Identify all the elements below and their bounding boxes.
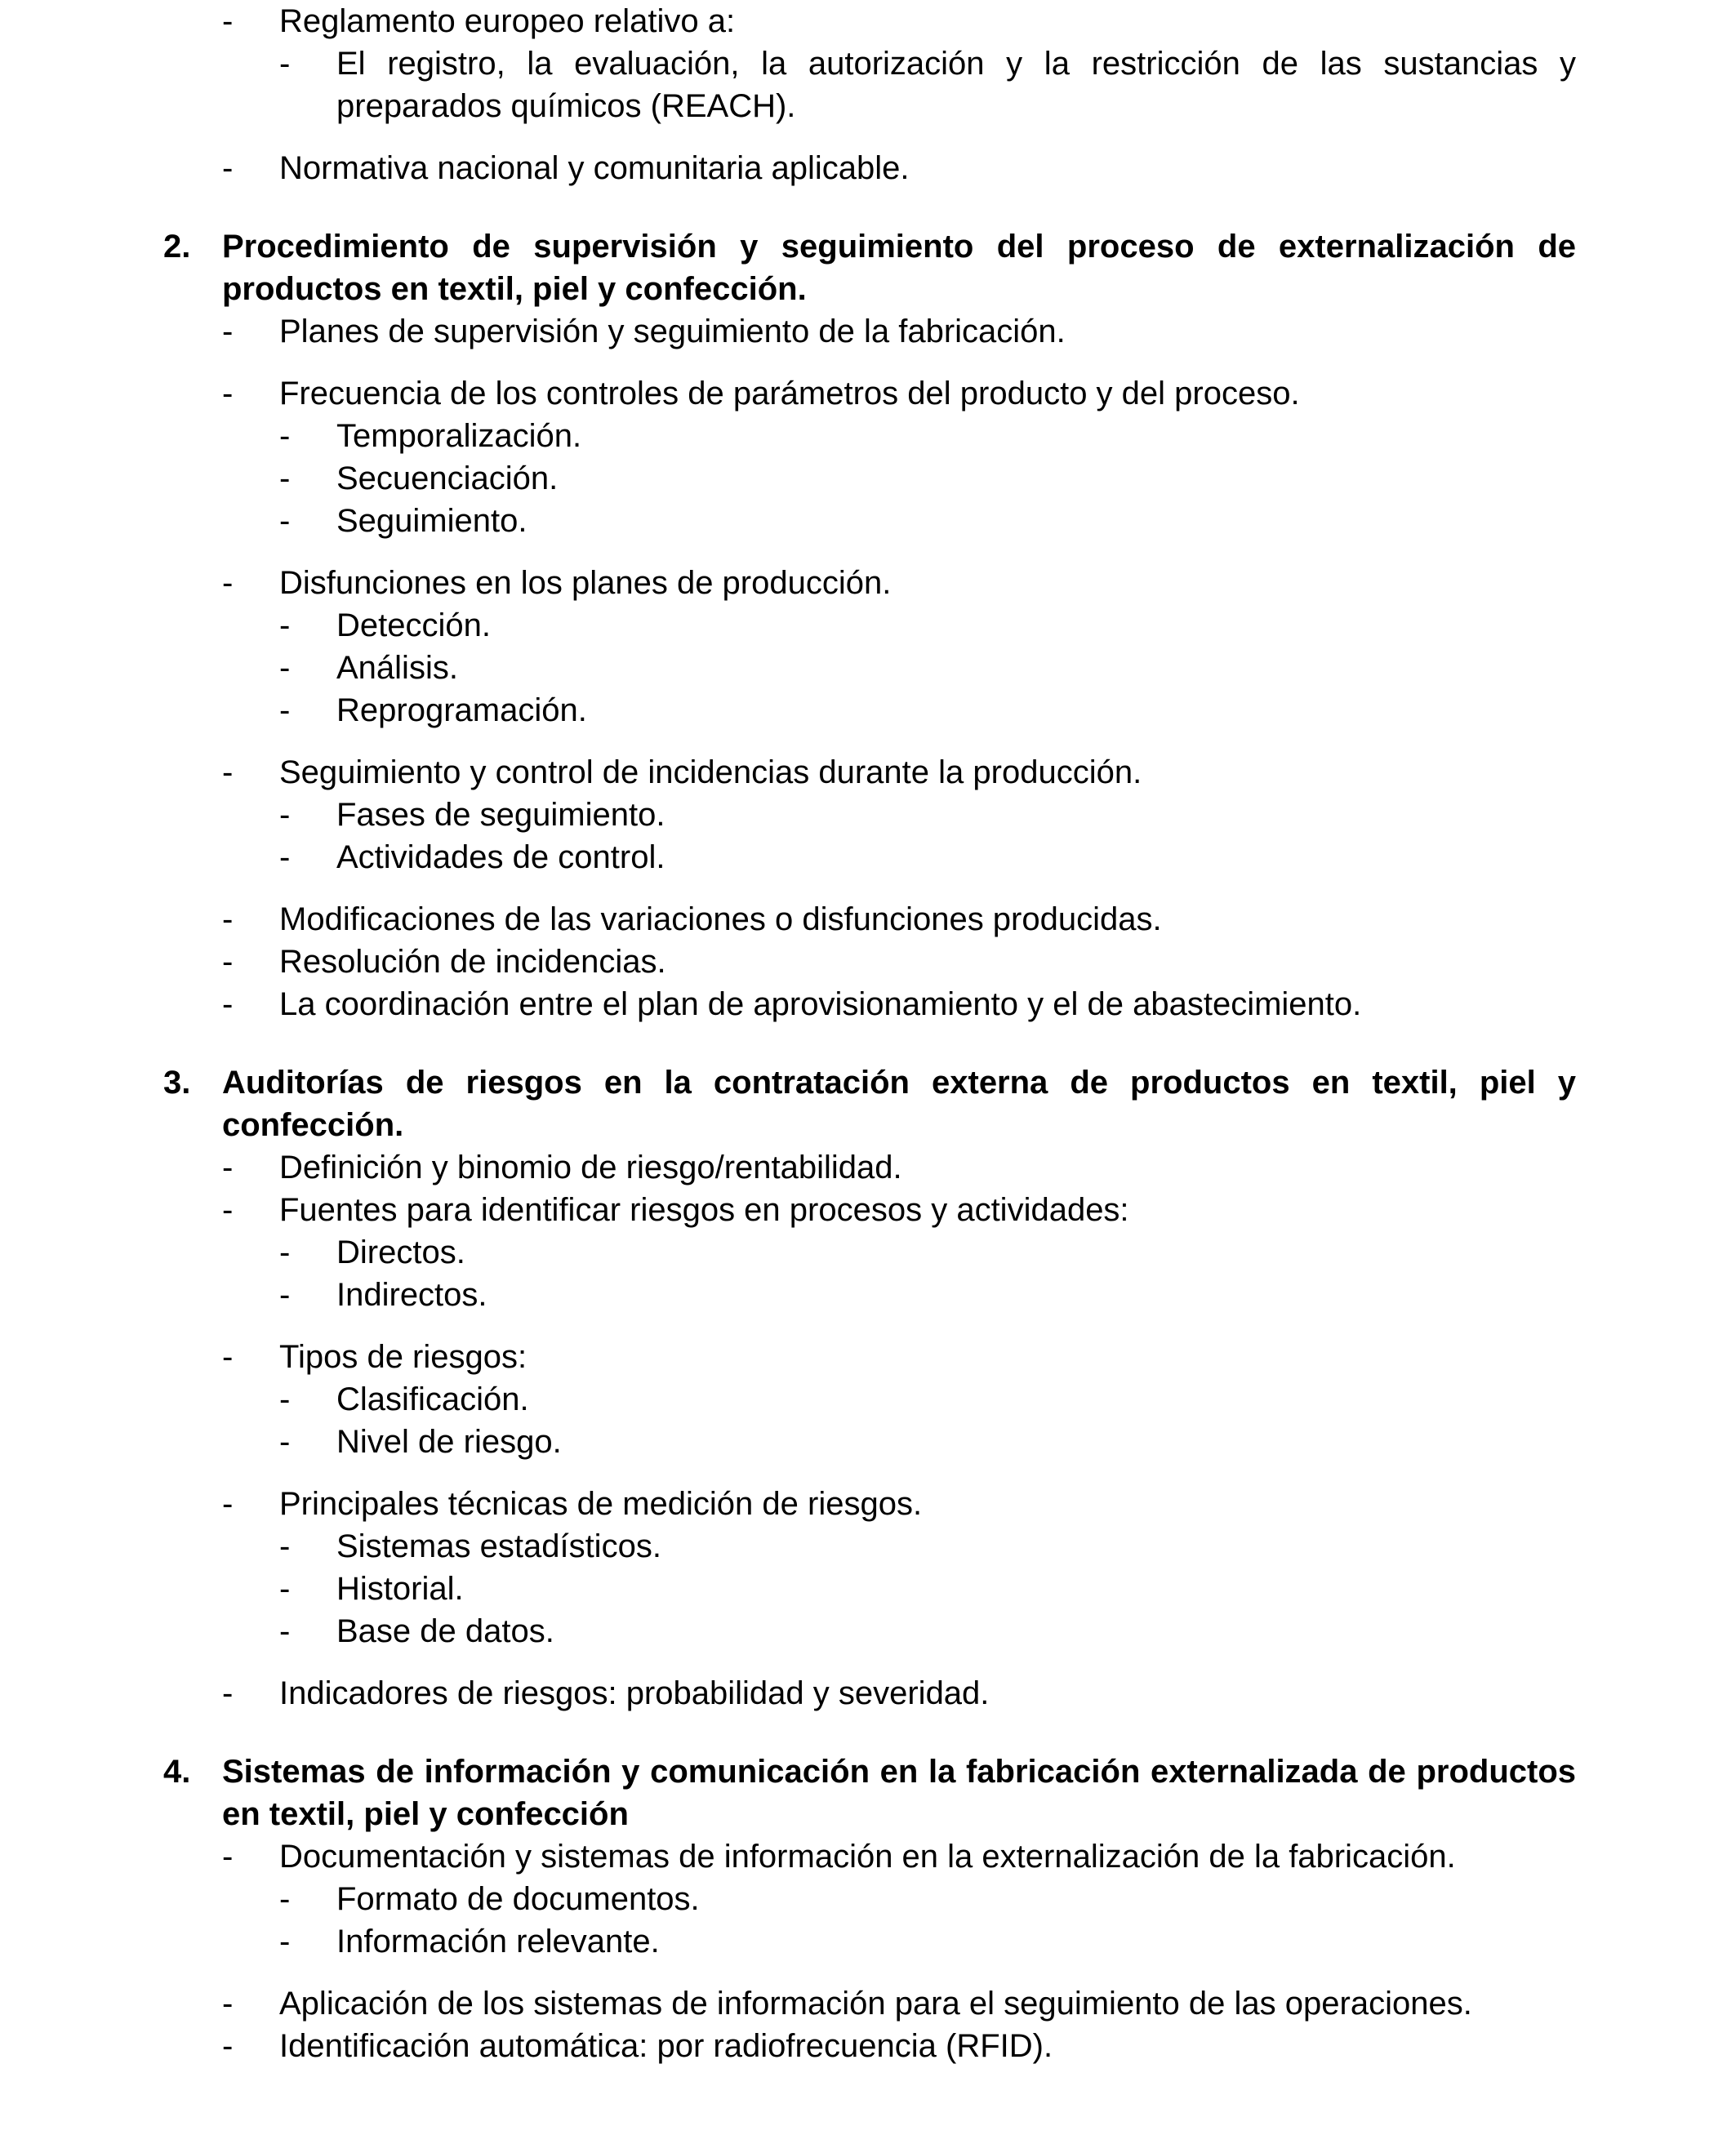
- list-item: [222, 751, 1576, 879]
- sub-list-dash: -: [279, 46, 291, 82]
- sub-list-item: [279, 42, 1576, 127]
- sub-list-dash: -: [279, 1571, 291, 1607]
- section-number: 2.: [163, 229, 191, 265]
- list-item-text: Definición y binomio de riesgo/rentabilidad.: [279, 1150, 902, 1185]
- sub-list-dash: -: [279, 1881, 291, 1917]
- list-dash: -: [222, 1192, 234, 1228]
- section-1: [163, 0, 1576, 189]
- list-dash: -: [222, 754, 234, 790]
- sub-list-item-text: Información relevante.: [336, 1924, 660, 1959]
- section-title: Procedimiento de supervisión y seguimiento del proceso de externalización de productos en textil, piel y confección.: [222, 229, 1576, 307]
- sub-list-dash: -: [279, 1424, 291, 1460]
- list-item-text: Disfunciones en los planes de producción.: [279, 565, 892, 601]
- list-dash: -: [222, 376, 234, 411]
- sub-list-item-text: Directos.: [336, 1234, 465, 1270]
- sub-list-item-text: Seguimiento.: [336, 503, 527, 539]
- list-item: [222, 147, 1576, 189]
- sub-list-item-text: Indirectos.: [336, 1277, 487, 1313]
- sub-list-dash: -: [279, 1234, 291, 1270]
- sub-list-item: [279, 1274, 1576, 1316]
- list-dash: -: [222, 944, 234, 980]
- sub-list-item: [279, 604, 1576, 647]
- section-3: [163, 1061, 1576, 1715]
- list-item: [222, 941, 1576, 983]
- list-item: [222, 2025, 1576, 2067]
- list-item: [222, 0, 1576, 127]
- sub-list-item: [279, 1920, 1576, 1963]
- list-dash: -: [222, 986, 234, 1022]
- list-dash: -: [222, 2028, 234, 2064]
- sub-list-item-text: Formato de documentos.: [336, 1881, 700, 1917]
- sub-list-item-text: Detección.: [336, 607, 491, 643]
- sub-list-dash: -: [279, 1528, 291, 1564]
- sub-list-item: [279, 1525, 1576, 1568]
- list-item: [222, 1189, 1576, 1316]
- list-dash: -: [222, 1986, 234, 2022]
- sub-list-dash: -: [279, 418, 291, 454]
- sub-list-item: [279, 794, 1576, 836]
- sub-list-item-text: Base de datos.: [336, 1613, 554, 1649]
- list-item-text: Documentación y sistemas de información en la externalización de la fabricación.: [279, 1839, 1456, 1875]
- sub-list-dash: -: [279, 1924, 291, 1959]
- list-dash: -: [222, 565, 234, 601]
- sub-list-item: [279, 1421, 1576, 1463]
- list-dash: -: [222, 3, 234, 39]
- list-item: [222, 1835, 1576, 1963]
- sub-list-dash: -: [279, 1277, 291, 1313]
- list-item-text: Tipos de riesgos:: [279, 1339, 527, 1375]
- sub-list-item: [279, 1231, 1576, 1274]
- sub-list-dash: -: [279, 1381, 291, 1417]
- sub-list-item-text: Temporalización.: [336, 418, 582, 454]
- list-dash: -: [222, 1150, 234, 1185]
- list-item-text: Identificación automática: por radiofrecuencia (RFID).: [279, 2028, 1053, 2064]
- sub-list-item-text: Análisis.: [336, 650, 458, 686]
- section-number: 4.: [163, 1754, 191, 1790]
- list-item: [222, 1483, 1576, 1653]
- sub-list-dash: -: [279, 692, 291, 728]
- sub-list-dash: -: [279, 839, 291, 875]
- list-dash: -: [222, 1486, 234, 1522]
- list-dash: -: [222, 150, 234, 186]
- list-item: [222, 310, 1576, 353]
- sub-list-item: [279, 457, 1576, 500]
- list-dash: -: [222, 314, 234, 349]
- list-item-text: Normativa nacional y comunitaria aplicable.: [279, 150, 910, 186]
- section-number: 3.: [163, 1065, 191, 1101]
- list-item-text: Frecuencia de los controles de parámetros del producto y del proceso.: [279, 376, 1300, 411]
- list-dash: -: [222, 901, 234, 937]
- list-item-text: Principales técnicas de medición de riesgos.: [279, 1486, 923, 1522]
- sub-list-item-text: El registro, la evaluación, la autorización y la restricción de las sustancias y preparados químicos (REACH).: [336, 46, 1576, 124]
- list-item-text: Indicadores de riesgos: probabilidad y severidad.: [279, 1675, 990, 1711]
- sub-list-item: [279, 415, 1576, 457]
- section-4: [163, 1750, 1576, 2067]
- syllabus-content: [163, 0, 1576, 2087]
- sub-list-item: [279, 647, 1576, 689]
- list-item-text: Seguimiento y control de incidencias durante la producción.: [279, 754, 1142, 790]
- sub-list-item: [279, 1378, 1576, 1421]
- list-item: [222, 1672, 1576, 1715]
- list-item-text: Modificaciones de las variaciones o disfunciones producidas.: [279, 901, 1162, 937]
- list-dash: -: [222, 1675, 234, 1711]
- sub-list-item-text: Historial.: [336, 1571, 464, 1607]
- sub-list-item-text: Reprogramación.: [336, 692, 587, 728]
- sub-list-dash: -: [279, 797, 291, 833]
- list-item: [222, 562, 1576, 732]
- list-item-text: Reglamento europeo relativo a:: [279, 3, 736, 39]
- list-item-text: Aplicación de los sistemas de información para el seguimiento de las operaciones.: [279, 1986, 1472, 2022]
- sub-list-item: [279, 500, 1576, 542]
- list-dash: -: [222, 1839, 234, 1875]
- list-item-text: Fuentes para identificar riesgos en procesos y actividades:: [279, 1192, 1129, 1228]
- sub-list-item-text: Secuenciación.: [336, 460, 559, 496]
- section-2: [163, 225, 1576, 1025]
- sub-list-dash: -: [279, 607, 291, 643]
- sub-list-dash: -: [279, 503, 291, 539]
- list-item-text: Resolución de incidencias.: [279, 944, 666, 980]
- list-item-text: Planes de supervisión y seguimiento de la fabricación.: [279, 314, 1066, 349]
- sub-list-dash: -: [279, 460, 291, 496]
- sub-list-item-text: Fases de seguimiento.: [336, 797, 665, 833]
- sub-list-item: [279, 1878, 1576, 1920]
- list-dash: -: [222, 1339, 234, 1375]
- sub-list-item-text: Actividades de control.: [336, 839, 665, 875]
- list-item: [222, 1146, 1576, 1189]
- sub-list-item-text: Clasificación.: [336, 1381, 529, 1417]
- list-item-text: La coordinación entre el plan de aprovisionamiento y el de abastecimiento.: [279, 986, 1362, 1022]
- sub-list-dash: -: [279, 650, 291, 686]
- sub-list-item-text: Sistemas estadísticos.: [336, 1528, 661, 1564]
- sub-list-item-text: Nivel de riesgo.: [336, 1424, 562, 1460]
- section-title: Sistemas de información y comunicación en la fabricación externalizada de productos en textil, piel y confección: [222, 1754, 1576, 1832]
- list-item: [222, 372, 1576, 542]
- sub-list-dash: -: [279, 1613, 291, 1649]
- sub-list-item: [279, 1568, 1576, 1610]
- list-item: [222, 1336, 1576, 1463]
- sub-list-item: [279, 1610, 1576, 1653]
- list-item: [222, 1982, 1576, 2025]
- list-item: [222, 983, 1576, 1025]
- sub-list-item: [279, 689, 1576, 732]
- list-item: [222, 898, 1576, 941]
- section-title: Auditorías de riesgos en la contratación externa de productos en textil, piel y confección.: [222, 1065, 1576, 1143]
- sub-list-item: [279, 836, 1576, 879]
